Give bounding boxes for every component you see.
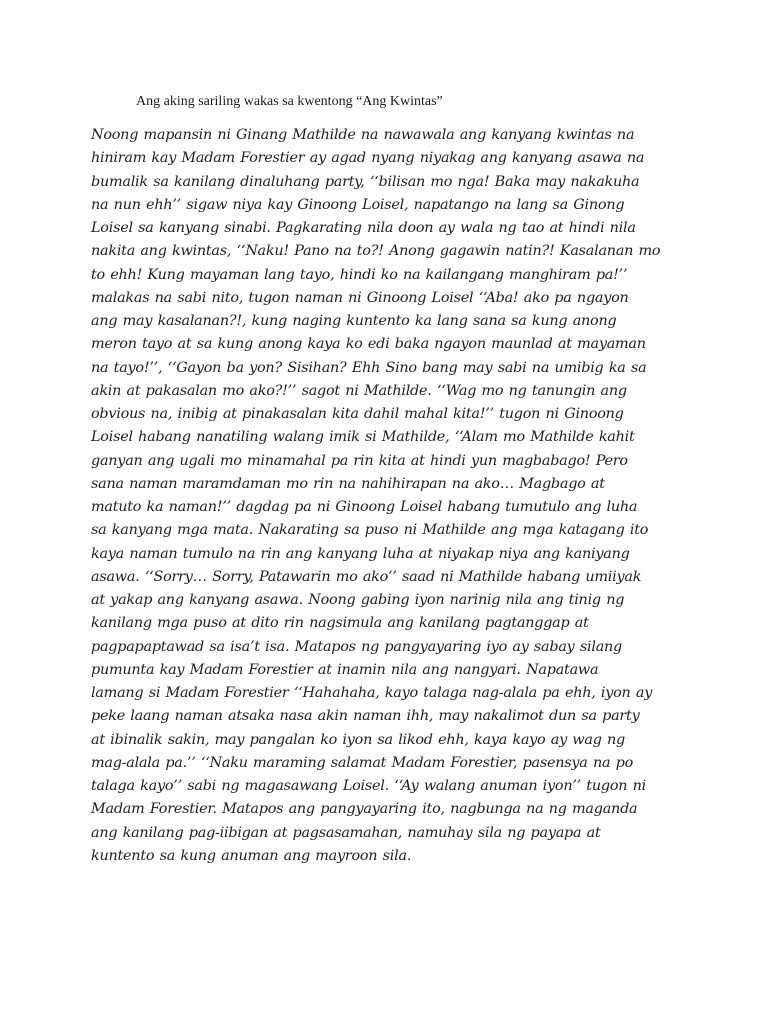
paragraph-line: obvious na, inibig at pinakasalan kita dahil mahal kita!’’ tugon ni Ginoong (91, 406, 624, 422)
paragraph-line: pagpapaptawad sa isa’t isa. Matapos ng pangyayaring iyo ay sabay silang (91, 638, 623, 655)
paragraph-line: bumalik sa kanilang dinaluhang party, ‘‘bilisan mo nga! Baka may nakakuha (91, 173, 640, 190)
paragraph-line: nakita ang kwintas, ‘‘Naku! Pano na to?! Anong gagawin natin?! Kasalanan mo (91, 243, 661, 260)
paragraph-line: akin at pakasalan mo ako?!’’ sagot ni Mathilde. ‘‘Wag mo ng tanungin ang (91, 382, 627, 399)
paragraph-line: to ehh! Kung mayaman lang tayo, hindi ko na kailangang manghiram pa!’’ (91, 266, 628, 283)
paragraph-line: na tayo!’’, ‘‘Gayon ba yon? Sisihan? Ehh Sino bang may sabi na umibig ka sa (91, 359, 647, 376)
paragraph-line: meron tayo at sa kung anong kaya ko edi baka ngayon maunlad at mayaman (91, 336, 646, 353)
paragraph-line: pumunta kay Madam Forestier at inamin nila ang nangyari. Napatawa (91, 661, 599, 678)
document-title: Ang aking sariling wakas sa kwentong “Ang Kwintas” (136, 94, 443, 109)
paragraph-line: malakas na sabi nito, tugon naman ni Ginoong Loisel ‘‘Aba! ako pa ngayon (91, 289, 629, 306)
paragraph-line: talaga kayo’’ sabi ng magasawang Loisel. ‘‘Ay walang anuman iyon’’ tugon ni (91, 778, 646, 794)
story-paragraph (91, 124, 711, 868)
paragraph-line: kanilang mga puso at dito rin nagsimula ang kanilang pagtanggap at (91, 615, 589, 632)
paragraph-line: Madam Forestier. Matapos ang pangyayaring ito, nagbunga na ng maganda (91, 801, 638, 818)
paragraph-line: at ibinalik sakin, may pangalan ko iyon sa likod ehh, kaya kayo ay wag ng (91, 731, 625, 748)
paragraph-line: ang may kasalanan?!, kung naging kuntento ka lang sana sa kung anong (91, 313, 617, 329)
paragraph-line: asawa. ‘‘Sorry… Sorry, Patawarin mo ako’’ saad ni Mathilde habang umiiyak (91, 568, 642, 585)
paragraph-line: Loisel habang nanatiling walang imik si Mathilde, ‘‘Alam mo Mathilde kahit (91, 429, 635, 446)
paragraph-line: sa kanyang mga mata. Nakarating sa puso ni Mathilde ang mga katagang ito (91, 522, 649, 539)
paragraph-line: at yakap ang kanyang asawa. Noong gabing iyon narinig nila ang tinig ng (91, 592, 625, 608)
paragraph-line: lamang si Madam Forestier ‘‘Hahahaha, kayo talaga nag-alala pa ehh, iyon ay (91, 685, 653, 701)
paragraph-line: ganyan ang ugali mo minamahal pa rin kita at hindi yun magbabago! Pero (91, 452, 628, 469)
paragraph-line: mag-alala pa.’’ ‘‘Naku maraming salamat Madam Forestier, pasensya na po (91, 754, 633, 771)
paragraph-line: ang kanilang pag-iibigan at pagsasamahan, namuhay sila ng payapa at (91, 824, 601, 841)
paragraph-line: kaya naman tumulo na rin ang kanyang luha at niyakap niya ang kaniyang (91, 545, 630, 562)
paragraph-line: Loisel sa kanyang sinabi. Pagkarating nila doon ay wala ng tao at hindi nila (91, 220, 636, 236)
paragraph-line: kuntento sa kung anuman ang mayroon sila. (91, 847, 412, 864)
paragraph-line: na nun ehh’’ sigaw niya kay Ginoong Loisel, napatango na lang sa Ginong (91, 196, 625, 213)
paragraph-line: sana naman maramdaman mo rin na nahihirapan na ako… Magbago at (91, 475, 605, 492)
paragraph-line: hiniram kay Madam Forestier ay agad nyang niyakag ang kanyang asawa na (91, 150, 645, 167)
paragraph-line: Noong mapansin ni Ginang Mathilde na nawawala ang kanyang kwintas na (91, 127, 635, 143)
paragraph-line: matuto ka naman!’’ dagdag pa ni Ginoong Loisel habang tumutulo ang luha (91, 499, 638, 515)
paragraph-line: peke laang naman atsaka nasa akin naman ihh, may nakalimot dun sa party (91, 708, 640, 725)
